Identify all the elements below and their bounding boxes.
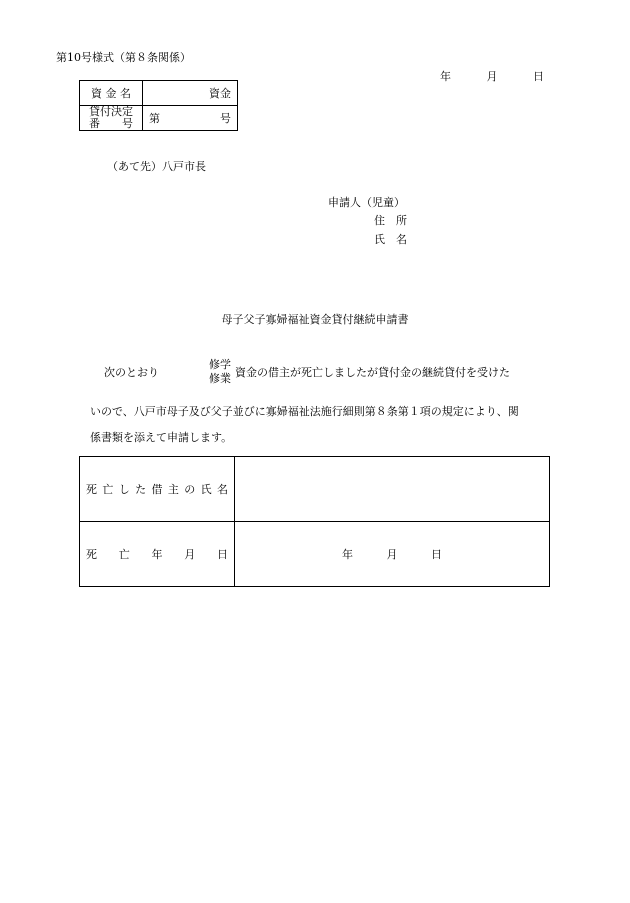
label-char: の	[184, 483, 196, 496]
fund-name-label: 資 金 名	[80, 81, 143, 106]
date-day-label: 日	[533, 70, 544, 83]
death-day-label: 日	[431, 548, 442, 561]
label-char: 年	[151, 548, 163, 561]
loan-number-label-line2: 番 号	[89, 117, 133, 130]
option-shugaku: 修学	[209, 358, 231, 371]
body-line-1	[104, 358, 510, 386]
option-shugyo: 修業	[209, 372, 231, 385]
applicant-address-label: 住 所	[374, 214, 407, 227]
fund-name-suffix: 資金	[209, 87, 231, 100]
label-char: し	[118, 483, 130, 496]
loan-number-suffix: 号	[220, 112, 231, 125]
label-char: 氏	[200, 483, 212, 496]
addressee: （あて先）八戸市長	[107, 160, 206, 173]
fund-name-row	[80, 81, 238, 106]
label-char: 死	[86, 483, 97, 496]
detail-table	[79, 456, 550, 587]
loan-info-table	[79, 80, 238, 131]
death-date-row	[80, 522, 550, 587]
body-line1-tail: 資金の借主が死亡しましたが貸付金の継続貸付を受けた	[235, 366, 510, 379]
document-title: 母子父子寡婦福祉資金貸付継続申請書	[221, 313, 409, 326]
death-year-label: 年	[342, 548, 353, 561]
death-date-field[interactable]	[235, 522, 550, 587]
deceased-name-row	[80, 457, 550, 522]
deceased-name-field[interactable]	[235, 457, 550, 522]
date-month-label: 月	[486, 70, 498, 83]
date-year-label: 年	[440, 70, 451, 83]
death-month-label: 月	[386, 548, 398, 561]
applicant-name-label: 氏 名	[374, 233, 407, 246]
body-lead: 次のとおり	[104, 366, 159, 379]
body-line-3: 係書類を添えて申請します。	[90, 431, 233, 444]
body-line-2: いので、八戸市母子及び父子並びに寡婦福祉法施行細則第８条第１項の規定により、関	[90, 405, 519, 418]
fund-name-field[interactable]	[143, 81, 238, 106]
deceased-name-label	[80, 457, 235, 522]
loan-number-field[interactable]	[143, 106, 238, 131]
loan-number-label-line1: 貸付決定	[89, 105, 133, 118]
death-date-label	[80, 522, 235, 587]
label-char: 亡	[102, 483, 114, 496]
loan-number-prefix: 第	[149, 112, 160, 125]
loan-number-label	[80, 106, 143, 131]
label-char: 日	[217, 548, 228, 561]
form-number: 第10号様式（第８条関係）	[56, 51, 191, 64]
applicant-title: 申請人（児童）	[328, 196, 405, 209]
label-char: 借	[151, 483, 163, 496]
label-char: 月	[184, 548, 196, 561]
label-char: 主	[167, 483, 179, 496]
label-char: た	[135, 483, 147, 496]
label-char: 亡	[118, 548, 130, 561]
date-header	[440, 68, 544, 84]
label-char: 死	[86, 548, 97, 561]
label-char: 名	[217, 483, 228, 496]
loan-number-row	[80, 106, 238, 131]
study-option-stack	[209, 358, 231, 386]
